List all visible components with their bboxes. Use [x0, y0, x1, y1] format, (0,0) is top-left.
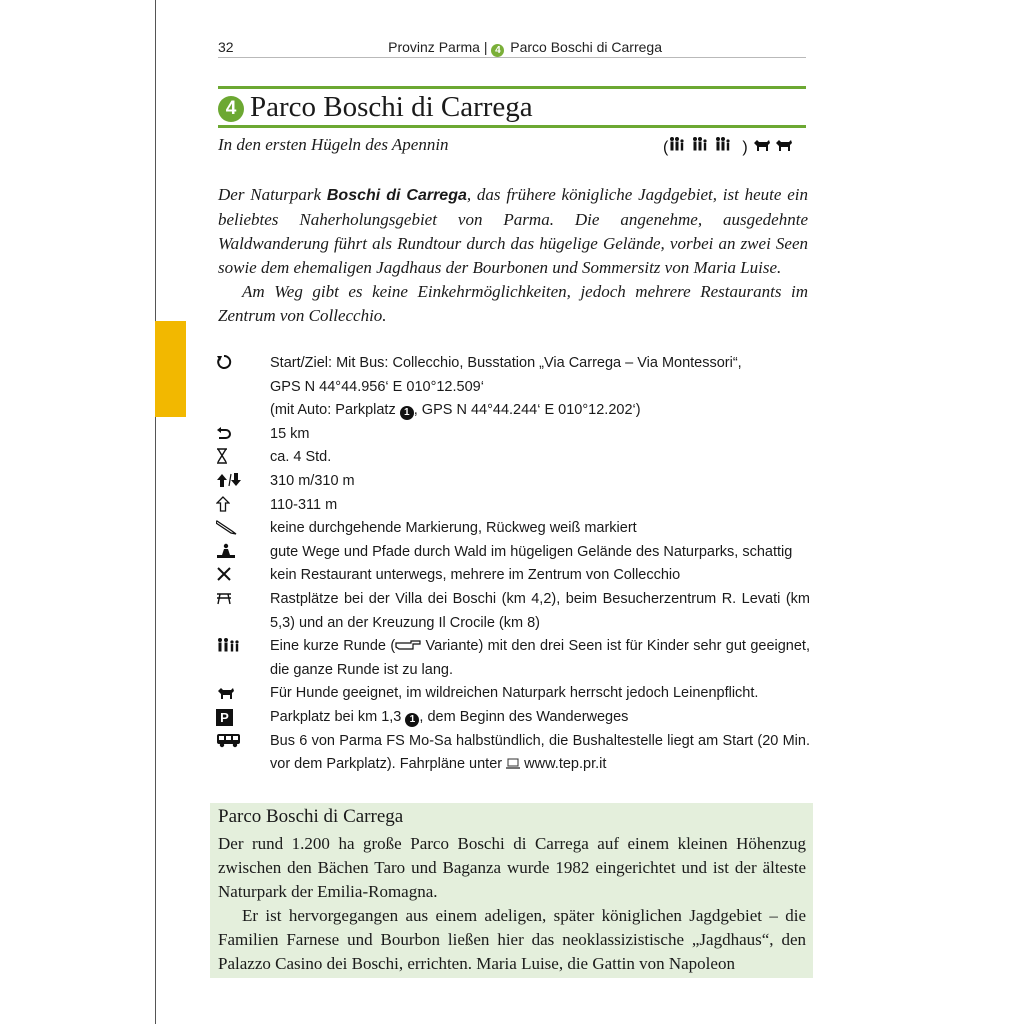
laptop-icon [506, 756, 520, 772]
title-text: Parco Boschi di Carrega [250, 91, 533, 123]
hourglass-icon [216, 446, 242, 470]
start-finish-icon [216, 352, 242, 376]
altitude-icon [216, 494, 242, 518]
page-number: 32 [218, 39, 234, 55]
running-header-section: Provinz Parma | [388, 39, 488, 55]
distance-icon [216, 423, 242, 447]
fact-bus: Bus 6 von Parma FS Mo-Sa halbstündlich, die Bushaltestelle liegt am Start (20 Min. vor dem Parkplatz). Fahrpläne unter www.tep.pr.it [216, 730, 810, 777]
car-parking-info: (mit Auto: Parkplatz 1 , GPS N 44°44.244‘ E 010°12.202‘) [270, 402, 641, 419]
tour-number: 4 [218, 96, 244, 122]
pencil-icon [216, 517, 242, 541]
waypoint-marker: 1 [405, 713, 419, 727]
pointing-hand-icon [395, 638, 421, 654]
fact-elevation: 310 m/310 m [216, 470, 810, 494]
parking-icon: P [216, 706, 242, 730]
intro-paragraph-2: Am Weg gibt es keine Einkehrmöglichkeiten, jedoch mehrere Restaurants im Zentrum von Collecchio. [218, 282, 808, 325]
fact-altitude: 110-311 m [216, 494, 810, 518]
fact-start [216, 352, 810, 423]
fact-marking: keine durchgehende Markierung, Rückweg weiß markiert [216, 517, 810, 541]
chapter-tab-marker [155, 321, 186, 417]
intro-text [218, 183, 808, 328]
title-rule-bottom [218, 125, 806, 128]
subtitle: In den ersten Hügeln des Apennin [218, 135, 449, 154]
running-header [218, 36, 806, 58]
intro-paragraph-1: Der Naturpark Boschi di Carrega, das frühere königliche Jagdgebiet, ist heute ein beliebtes Naherholungsgebiet von Parma. Die angenehme, ausgedehnte Waldwanderung führt als Rundtour durch das hügelige Gelände, vorbei an zwei Seen sowie dem ehemaligen Jagdhaus der Bourbonen und Sommersitz von Maria Luise. [218, 185, 808, 277]
title-rule-top [218, 86, 806, 89]
infobox-paragraph-2: Er ist hervorgegangen aus einem adeligen, später königlichen Jagdgebiet – die Familien Farnese und Bourbon ließen hier das neoklassizistische „Jagdhaus“, den Palazzo Casino dei Boschi, errichten. Maria Luise, die Gattin von Napoleon [218, 906, 806, 973]
infobox-paragraph-1: Der rund 1.200 ha große Parco Boschi di Carrega auf einem kleinen Höhenzug zwischen den Bächen Taro und Baganza wurde 1982 eingerichtet und ist der älteste Naturpark der Emilia-Romagna. [218, 834, 806, 901]
terrain-icon [216, 541, 242, 565]
running-header-tour: Parco Boschi di Carrega [510, 39, 662, 55]
bus-icon [216, 730, 242, 754]
fact-duration: ca. 4 Std. [216, 446, 810, 470]
fact-dogs: Für Hunde geeignet, im wildreichen Naturpark herrscht jedoch Leinenpflicht. [216, 682, 810, 706]
dog-rating-icon [752, 139, 794, 156]
timetable-url[interactable]: www.tep.pr.it [524, 756, 607, 773]
fact-rest: Rastplätze bei der Villa dei Boschi (km 4,2), beim Besucherzentrum R. Levati (km 5,3) und an der Kreuzung Il Crocile (km 8) [216, 588, 810, 635]
picnic-table-icon [216, 588, 242, 612]
family-rating-icon [668, 139, 742, 156]
restaurant-icon [216, 564, 242, 588]
park-name-bold: Boschi di Carrega [326, 187, 467, 204]
fact-distance: 15 km [216, 423, 810, 447]
infobox-text [218, 832, 806, 976]
ascent-descent-icon [216, 470, 242, 494]
infobox-title: Parco Boschi di Carrega [218, 806, 404, 827]
page-title [218, 91, 533, 124]
fact-terrain: gute Wege und Pfade durch Wald im hügeligen Gelände des Naturparks, schattig [216, 541, 810, 565]
tour-number-badge: 4 [491, 44, 504, 57]
dog-icon [216, 682, 242, 706]
tour-facts [216, 352, 810, 777]
fact-family: Eine kurze Runde ( Variante) mit den drei Seen ist für Kinder sehr gut geeignet, die ganze Runde ist zu lang. [216, 635, 810, 682]
fact-parking: P Parkplatz bei km 1,3 1 , dem Beginn des Wanderweges [216, 706, 810, 730]
running-header-title [388, 39, 662, 57]
start-line-1: Start/Ziel: Mit Bus: Collecchio, Busstation „Via Carrega – Via Montessori“, [270, 355, 742, 371]
start-gps: GPS N 44°44.956‘ E 010°12.509‘ [270, 378, 484, 395]
family-icon [216, 635, 242, 659]
difficulty-ratings: ( ) [663, 136, 794, 157]
fact-food: kein Restaurant unterwegs, mehrere im Zentrum von Collecchio [216, 564, 810, 588]
waypoint-marker: 1 [400, 406, 414, 420]
